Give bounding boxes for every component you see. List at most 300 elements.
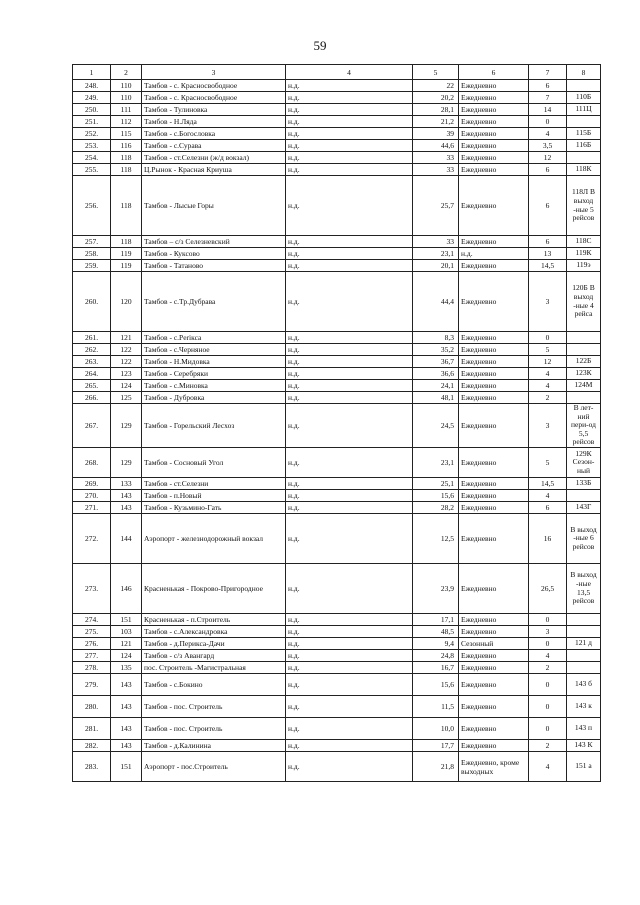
route-name-cell: Тамбов - с.Тр.Дубрава — [142, 272, 286, 332]
route-number-cell: 115 — [111, 128, 142, 140]
route-name-cell: пос. Строитель -Магистральная — [142, 662, 286, 674]
route-type-cell: н.д. — [286, 564, 413, 614]
distance-cell: 39 — [413, 128, 459, 140]
trips-cell: 4 — [529, 752, 567, 782]
header-cell: 1 — [73, 65, 111, 80]
table-row — [73, 696, 601, 718]
trips-cell: 2 — [529, 740, 567, 752]
frequency-cell: Ежедневно — [459, 662, 529, 674]
frequency-cell: Ежедневно — [459, 152, 529, 164]
trips-cell: 12 — [529, 152, 567, 164]
trips-cell: 4 — [529, 380, 567, 392]
note-cell: 120Б В выход -ные 4 рейса — [567, 272, 601, 332]
frequency-cell: Ежедневно — [459, 490, 529, 502]
route-name-cell: Тамбов - с. Красносвободное — [142, 92, 286, 104]
header-row — [73, 65, 601, 80]
frequency-cell: Ежедневно — [459, 696, 529, 718]
header-cell: 8 — [567, 65, 601, 80]
route-type-cell: н.д. — [286, 344, 413, 356]
route-number-cell: 151 — [111, 752, 142, 782]
row-number-cell: 251. — [73, 116, 111, 128]
note-cell: В выход -ные 6 рейсов — [567, 514, 601, 564]
route-type-cell: н.д. — [286, 626, 413, 638]
route-name-cell: Тамбов - д.Перикса-Дачи — [142, 638, 286, 650]
trips-cell: 14,5 — [529, 478, 567, 490]
route-number-cell: 121 — [111, 638, 142, 650]
note-cell: 110Б — [567, 92, 601, 104]
row-number-cell: 252. — [73, 128, 111, 140]
table-row — [73, 502, 601, 514]
row-number-cell: 277. — [73, 650, 111, 662]
route-table — [72, 64, 601, 782]
table-row — [73, 164, 601, 176]
table-row — [73, 116, 601, 128]
route-type-cell: н.д. — [286, 448, 413, 478]
trips-cell: 14 — [529, 104, 567, 116]
row-number-cell: 282. — [73, 740, 111, 752]
table-row — [73, 740, 601, 752]
row-number-cell: 259. — [73, 260, 111, 272]
row-number-cell: 271. — [73, 502, 111, 514]
route-number-cell: 118 — [111, 152, 142, 164]
route-name-cell: Красненькая - Покрово-Пригородное — [142, 564, 286, 614]
table-row — [73, 368, 601, 380]
trips-cell: 7 — [529, 92, 567, 104]
trips-cell: 0 — [529, 638, 567, 650]
frequency-cell: Ежедневно — [459, 164, 529, 176]
row-number-cell: 248. — [73, 80, 111, 92]
frequency-cell: Ежедневно, кроме выходных — [459, 752, 529, 782]
distance-cell: 44,4 — [413, 272, 459, 332]
route-type-cell: н.д. — [286, 140, 413, 152]
route-number-cell: 119 — [111, 248, 142, 260]
distance-cell: 35,2 — [413, 344, 459, 356]
note-cell — [567, 152, 601, 164]
row-number-cell: 267. — [73, 404, 111, 448]
note-cell: 151 а — [567, 752, 601, 782]
note-cell — [567, 80, 601, 92]
trips-cell: 6 — [529, 164, 567, 176]
distance-cell: 20,1 — [413, 260, 459, 272]
table-row — [73, 650, 601, 662]
table-row — [73, 478, 601, 490]
distance-cell: 24,5 — [413, 404, 459, 448]
route-name-cell: Тамбов - с.Черняное — [142, 344, 286, 356]
frequency-cell: Ежедневно — [459, 674, 529, 696]
route-number-cell: 151 — [111, 614, 142, 626]
trips-cell: 3 — [529, 404, 567, 448]
row-number-cell: 258. — [73, 248, 111, 260]
distance-cell: 33 — [413, 152, 459, 164]
header-cell: 5 — [413, 65, 459, 80]
frequency-cell: Ежедневно — [459, 236, 529, 248]
route-type-cell: н.д. — [286, 80, 413, 92]
table-row — [73, 380, 601, 392]
route-type-cell: н.д. — [286, 248, 413, 260]
distance-cell: 15,6 — [413, 674, 459, 696]
route-name-cell: Тамбов - с/з Авангард — [142, 650, 286, 662]
table-row — [73, 614, 601, 626]
table-row — [73, 104, 601, 116]
table-row — [73, 92, 601, 104]
trips-cell: 0 — [529, 614, 567, 626]
route-number-cell: 122 — [111, 356, 142, 368]
route-name-cell: Красненькая - п.Строитель — [142, 614, 286, 626]
table-row — [73, 626, 601, 638]
frequency-cell: Ежедневно — [459, 260, 529, 272]
route-number-cell: 111 — [111, 104, 142, 116]
table-row — [73, 356, 601, 368]
route-type-cell: н.д. — [286, 502, 413, 514]
route-type-cell: н.д. — [286, 662, 413, 674]
route-number-cell: 118 — [111, 236, 142, 248]
route-number-cell: 103 — [111, 626, 142, 638]
note-cell: 118Л В выход -ные 5 рейсов — [567, 176, 601, 236]
route-number-cell: 143 — [111, 490, 142, 502]
frequency-cell: Ежедневно — [459, 626, 529, 638]
table-row — [73, 674, 601, 696]
distance-cell: 12,5 — [413, 514, 459, 564]
row-number-cell: 268. — [73, 448, 111, 478]
note-cell: В выход -ные 13,5 рейсов — [567, 564, 601, 614]
distance-cell: 44,6 — [413, 140, 459, 152]
frequency-cell: Ежедневно — [459, 128, 529, 140]
frequency-cell: Ежедневно — [459, 80, 529, 92]
note-cell — [567, 626, 601, 638]
note-cell: 123К — [567, 368, 601, 380]
row-number-cell: 256. — [73, 176, 111, 236]
route-number-cell: 129 — [111, 404, 142, 448]
note-cell: 122Б — [567, 356, 601, 368]
route-name-cell: Ц.Рынок - Красная Криуша — [142, 164, 286, 176]
row-number-cell: 270. — [73, 490, 111, 502]
trips-cell: 0 — [529, 674, 567, 696]
table-row — [73, 236, 601, 248]
route-number-cell: 143 — [111, 696, 142, 718]
frequency-cell: Ежедневно — [459, 502, 529, 514]
route-number-cell: 143 — [111, 718, 142, 740]
route-type-cell: н.д. — [286, 260, 413, 272]
note-cell: 143 К — [567, 740, 601, 752]
note-cell: 116Б — [567, 140, 601, 152]
row-number-cell: 279. — [73, 674, 111, 696]
route-name-cell: Тамбов - Н.Ляда — [142, 116, 286, 128]
distance-cell: 21,8 — [413, 752, 459, 782]
trips-cell: 2 — [529, 392, 567, 404]
note-cell: 115Б — [567, 128, 601, 140]
route-name-cell: Аэропорт - пос.Строитель — [142, 752, 286, 782]
trips-cell: 4 — [529, 368, 567, 380]
note-cell: 118К — [567, 164, 601, 176]
trips-cell: 3,5 — [529, 140, 567, 152]
route-number-cell: 129 — [111, 448, 142, 478]
table-row — [73, 332, 601, 344]
row-number-cell: 281. — [73, 718, 111, 740]
table-row — [73, 448, 601, 478]
route-number-cell: 143 — [111, 502, 142, 514]
route-number-cell: 143 — [111, 740, 142, 752]
row-number-cell: 266. — [73, 392, 111, 404]
trips-cell: 3 — [529, 626, 567, 638]
header-cell: 6 — [459, 65, 529, 80]
row-number-cell: 273. — [73, 564, 111, 614]
frequency-cell: Ежедневно — [459, 344, 529, 356]
route-number-cell: 112 — [111, 116, 142, 128]
route-name-cell: Тамбов - Куксово — [142, 248, 286, 260]
route-name-cell: Тамбов - Серебряки — [142, 368, 286, 380]
route-number-cell: 120 — [111, 272, 142, 332]
row-number-cell: 262. — [73, 344, 111, 356]
route-number-cell: 146 — [111, 564, 142, 614]
trips-cell: 13 — [529, 248, 567, 260]
route-type-cell: н.д. — [286, 614, 413, 626]
trips-cell: 6 — [529, 502, 567, 514]
row-number-cell: 257. — [73, 236, 111, 248]
distance-cell: 10,0 — [413, 718, 459, 740]
distance-cell: 25,7 — [413, 176, 459, 236]
header-cell: 4 — [286, 65, 413, 80]
route-name-cell: Тамбов - с.Богословка — [142, 128, 286, 140]
route-number-cell: 119 — [111, 260, 142, 272]
trips-cell: 0 — [529, 332, 567, 344]
frequency-cell: Ежедневно — [459, 514, 529, 564]
note-cell: 143 б — [567, 674, 601, 696]
route-name-cell: Аэропорт - железнодорожный вокзал — [142, 514, 286, 564]
row-number-cell: 272. — [73, 514, 111, 564]
row-number-cell: 264. — [73, 368, 111, 380]
trips-cell: 4 — [529, 650, 567, 662]
trips-cell: 0 — [529, 116, 567, 128]
note-cell: 129К Сезон-ный — [567, 448, 601, 478]
route-number-cell: 143 — [111, 674, 142, 696]
route-type-cell: н.д. — [286, 176, 413, 236]
trips-cell: 2 — [529, 662, 567, 674]
frequency-cell: Сезонный — [459, 638, 529, 650]
route-type-cell: н.д. — [286, 740, 413, 752]
distance-cell: 33 — [413, 236, 459, 248]
route-number-cell: 121 — [111, 332, 142, 344]
route-name-cell: Тамбов - ст.Селезни (ж/д вокзал) — [142, 152, 286, 164]
table-row — [73, 638, 601, 650]
header-cell: 2 — [111, 65, 142, 80]
route-type-cell: н.д. — [286, 718, 413, 740]
route-number-cell: 124 — [111, 650, 142, 662]
row-number-cell: 274. — [73, 614, 111, 626]
frequency-cell: н.д. — [459, 248, 529, 260]
route-name-cell: Тамбов - Татаново — [142, 260, 286, 272]
route-number-cell: 124 — [111, 380, 142, 392]
header-cell: 7 — [529, 65, 567, 80]
table-row — [73, 392, 601, 404]
distance-cell: 11,5 — [413, 696, 459, 718]
distance-cell: 33 — [413, 164, 459, 176]
route-type-cell: н.д. — [286, 392, 413, 404]
route-number-cell: 110 — [111, 92, 142, 104]
frequency-cell: Ежедневно — [459, 140, 529, 152]
page-number: 59 — [313, 38, 327, 53]
table-row — [73, 404, 601, 448]
row-number-cell: 276. — [73, 638, 111, 650]
route-type-cell: н.д. — [286, 236, 413, 248]
route-type-cell: н.д. — [286, 116, 413, 128]
route-type-cell: н.д. — [286, 272, 413, 332]
note-cell: 121 д — [567, 638, 601, 650]
route-type-cell: н.д. — [286, 380, 413, 392]
route-number-cell: 144 — [111, 514, 142, 564]
route-name-cell: Тамбов - Тулиновка — [142, 104, 286, 116]
distance-cell: 24,8 — [413, 650, 459, 662]
route-number-cell: 122 — [111, 344, 142, 356]
frequency-cell: Ежедневно — [459, 368, 529, 380]
distance-cell: 28,2 — [413, 502, 459, 514]
frequency-cell: Ежедневно — [459, 650, 529, 662]
trips-cell: 6 — [529, 176, 567, 236]
route-type-cell: н.д. — [286, 356, 413, 368]
table-row — [73, 752, 601, 782]
frequency-cell: Ежедневно — [459, 332, 529, 344]
frequency-cell: Ежедневно — [459, 478, 529, 490]
route-number-cell: 110 — [111, 80, 142, 92]
route-name-cell: Тамбов - д.Калинина — [142, 740, 286, 752]
route-type-cell: н.д. — [286, 674, 413, 696]
note-cell: 118С — [567, 236, 601, 248]
route-number-cell: 116 — [111, 140, 142, 152]
distance-cell: 21,2 — [413, 116, 459, 128]
row-number-cell: 278. — [73, 662, 111, 674]
trips-cell: 26,5 — [529, 564, 567, 614]
table-row — [73, 718, 601, 740]
frequency-cell: Ежедневно — [459, 564, 529, 614]
distance-cell: 36,6 — [413, 368, 459, 380]
trips-cell: 6 — [529, 236, 567, 248]
table-row — [73, 152, 601, 164]
distance-cell: 15,6 — [413, 490, 459, 502]
note-cell — [567, 392, 601, 404]
row-number-cell: 269. — [73, 478, 111, 490]
route-number-cell: 125 — [111, 392, 142, 404]
distance-cell: 24,1 — [413, 380, 459, 392]
note-cell: 143 п — [567, 718, 601, 740]
note-cell — [567, 332, 601, 344]
note-cell — [567, 662, 601, 674]
route-name-cell: Тамбов - с.Бокино — [142, 674, 286, 696]
route-type-cell: н.д. — [286, 92, 413, 104]
route-name-cell: Тамбов - с.Сурава — [142, 140, 286, 152]
frequency-cell: Ежедневно — [459, 614, 529, 626]
distance-cell: 36,7 — [413, 356, 459, 368]
trips-cell: 0 — [529, 718, 567, 740]
distance-cell: 48,1 — [413, 392, 459, 404]
route-name-cell: Тамбов – с/з Селезневский — [142, 236, 286, 248]
table-row — [73, 248, 601, 260]
route-name-cell: Тамбов - Дубровка — [142, 392, 286, 404]
frequency-cell: Ежедневно — [459, 380, 529, 392]
note-cell: 124М — [567, 380, 601, 392]
route-name-cell: Тамбов - п.Новый — [142, 490, 286, 502]
distance-cell: 48,5 — [413, 626, 459, 638]
distance-cell: 17,1 — [413, 614, 459, 626]
row-number-cell: 255. — [73, 164, 111, 176]
frequency-cell: Ежедневно — [459, 718, 529, 740]
table-row — [73, 490, 601, 502]
trips-cell: 3 — [529, 272, 567, 332]
distance-cell: 23,1 — [413, 448, 459, 478]
distance-cell: 17,7 — [413, 740, 459, 752]
route-type-cell: н.д. — [286, 638, 413, 650]
trips-cell: 12 — [529, 356, 567, 368]
row-number-cell: 254. — [73, 152, 111, 164]
route-number-cell: 135 — [111, 662, 142, 674]
route-type-cell: н.д. — [286, 404, 413, 448]
trips-cell: 6 — [529, 80, 567, 92]
row-number-cell: 265. — [73, 380, 111, 392]
route-type-cell: н.д. — [286, 152, 413, 164]
route-name-cell: Тамбов - Лысые Горы — [142, 176, 286, 236]
frequency-cell: Ежедневно — [459, 404, 529, 448]
route-type-cell: н.д. — [286, 332, 413, 344]
row-number-cell: 249. — [73, 92, 111, 104]
note-cell — [567, 116, 601, 128]
distance-cell: 23,9 — [413, 564, 459, 614]
note-cell: 133Б — [567, 478, 601, 490]
header-cell: 3 — [142, 65, 286, 80]
note-cell: 119э — [567, 260, 601, 272]
row-number-cell: 283. — [73, 752, 111, 782]
route-number-cell: 133 — [111, 478, 142, 490]
row-number-cell: 250. — [73, 104, 111, 116]
trips-cell: 4 — [529, 490, 567, 502]
route-number-cell: 118 — [111, 164, 142, 176]
trips-cell: 14,5 — [529, 260, 567, 272]
distance-cell: 23,1 — [413, 248, 459, 260]
route-type-cell: н.д. — [286, 368, 413, 380]
distance-cell: 9,4 — [413, 638, 459, 650]
frequency-cell: Ежедневно — [459, 116, 529, 128]
row-number-cell: 253. — [73, 140, 111, 152]
route-name-cell: Тамбов - Н.Мидовка — [142, 356, 286, 368]
trips-cell: 0 — [529, 696, 567, 718]
route-name-cell: Тамбов - Кузьмино-Гать — [142, 502, 286, 514]
route-type-cell: н.д. — [286, 696, 413, 718]
row-number-cell: 260. — [73, 272, 111, 332]
note-cell — [567, 490, 601, 502]
route-type-cell: н.д. — [286, 104, 413, 116]
table-row — [73, 140, 601, 152]
distance-cell: 25,1 — [413, 478, 459, 490]
table-row — [73, 80, 601, 92]
route-type-cell: н.д. — [286, 478, 413, 490]
row-number-cell: 263. — [73, 356, 111, 368]
route-type-cell: н.д. — [286, 650, 413, 662]
frequency-cell: Ежедневно — [459, 392, 529, 404]
note-cell: 143Г — [567, 502, 601, 514]
route-type-cell: н.д. — [286, 490, 413, 502]
frequency-cell: Ежедневно — [459, 448, 529, 478]
table-row — [73, 272, 601, 332]
route-name-cell: Тамбов - Горельский Лесхоз — [142, 404, 286, 448]
trips-cell: 5 — [529, 448, 567, 478]
table-row — [73, 564, 601, 614]
route-type-cell: н.д. — [286, 752, 413, 782]
table-row — [73, 662, 601, 674]
distance-cell: 28,1 — [413, 104, 459, 116]
frequency-cell: Ежедневно — [459, 176, 529, 236]
route-name-cell: Тамбов - ст.Селезни — [142, 478, 286, 490]
table-row — [73, 514, 601, 564]
route-type-cell: н.д. — [286, 514, 413, 564]
table-row — [73, 344, 601, 356]
route-name-cell: Тамбов - с. Красносвободное — [142, 80, 286, 92]
